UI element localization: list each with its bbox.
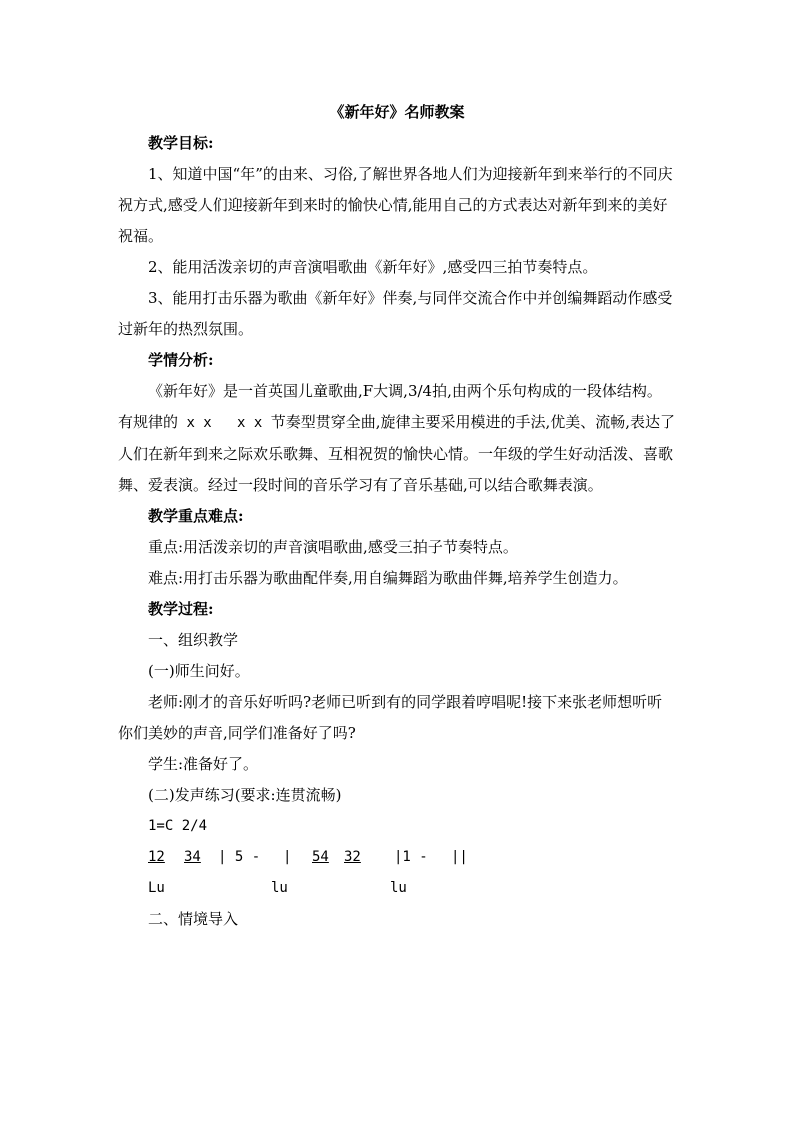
key-signature: 1=C 2/4 <box>148 818 208 834</box>
analysis-rhythm: x x x x <box>178 415 271 431</box>
teacher-line: 老师:刚才的音乐好听吗?老师已听到有的同学跟着哼唱呢!接下来张老师想听听你们美妙的声音,同学们准备好了吗? <box>118 693 663 742</box>
process-heading: 教学过程: <box>148 600 214 618</box>
notation-note-54: 54 <box>312 849 329 865</box>
notation-note-32: 32 <box>344 849 361 865</box>
notation-bar-4: || <box>451 849 468 865</box>
notation-line <box>118 842 676 873</box>
keypoints-heading: 教学重点难点: <box>148 507 244 525</box>
lyric-1: Lu <box>148 880 165 896</box>
goal-3: 3、能用打击乐器为歌曲《新年好》伴奏,与同伴交流合作中并创编舞蹈动作感受过新年的热烈氛围。 <box>118 289 673 338</box>
notation-bar-1: | 5 - <box>218 849 261 865</box>
step-2: 二、情境导入 <box>148 910 239 928</box>
notation-note-12: 12 <box>148 849 165 865</box>
student-line: 学生:准备好了。 <box>148 755 259 773</box>
notation-bar-2: | <box>283 849 292 865</box>
step-1: 一、组织教学 <box>148 631 239 649</box>
lyric-3: lu <box>390 880 407 896</box>
step-1-1: (一)师生问好。 <box>148 662 250 680</box>
goal-2: 2、能用活泼亲切的声音演唱歌曲《新年好》,感受四三拍节奏特点。 <box>148 258 598 276</box>
notation-note-34: 34 <box>184 849 201 865</box>
analysis-text-b: 节奏型贯穿全曲,旋律主要采用模进的手法,优美、流畅,表达了人们在新年到来之际欢乐歌舞、互相祝贺的愉快心情。一年级的学生好动活泼、喜歌舞、爱表演。经过一段时间的音乐学习有了音乐基础,可以结合歌舞表演。 <box>118 413 676 494</box>
document-title: 《新年好》名师教案 <box>329 103 465 121</box>
analysis-paragraph <box>118 376 676 501</box>
goal-1: 1、知道中国“年”的由来、习俗,了解世界各地人们为迎接新年到来举行的不同庆祝方式,感受人们迎接新年到来时的愉快心情,能用自己的方式表达对新年到来的美好祝福。 <box>118 165 673 245</box>
keypoint-line: 重点:用活泼亲切的声音演唱歌曲,感受三拍子节奏特点。 <box>148 538 518 556</box>
lyrics-line <box>118 873 676 904</box>
difficulty-line: 难点:用打击乐器为歌曲配伴奏,用自编舞蹈为歌曲伴舞,培养学生创造力。 <box>148 569 628 587</box>
step-1-2: (二)发声练习(要求:连贯流畅) <box>148 786 342 804</box>
lyric-2: lu <box>271 880 288 896</box>
analysis-heading: 学情分析: <box>148 351 214 369</box>
goals-heading: 教学目标: <box>148 134 214 152</box>
document-body <box>118 128 676 935</box>
analysis-text-a: 《新年好》是一首英国儿童歌曲,F大调,3/4拍,由两个乐句构成的一段体结构。有规律的 <box>118 382 662 431</box>
notation-bar-3: |1 - <box>394 849 428 865</box>
